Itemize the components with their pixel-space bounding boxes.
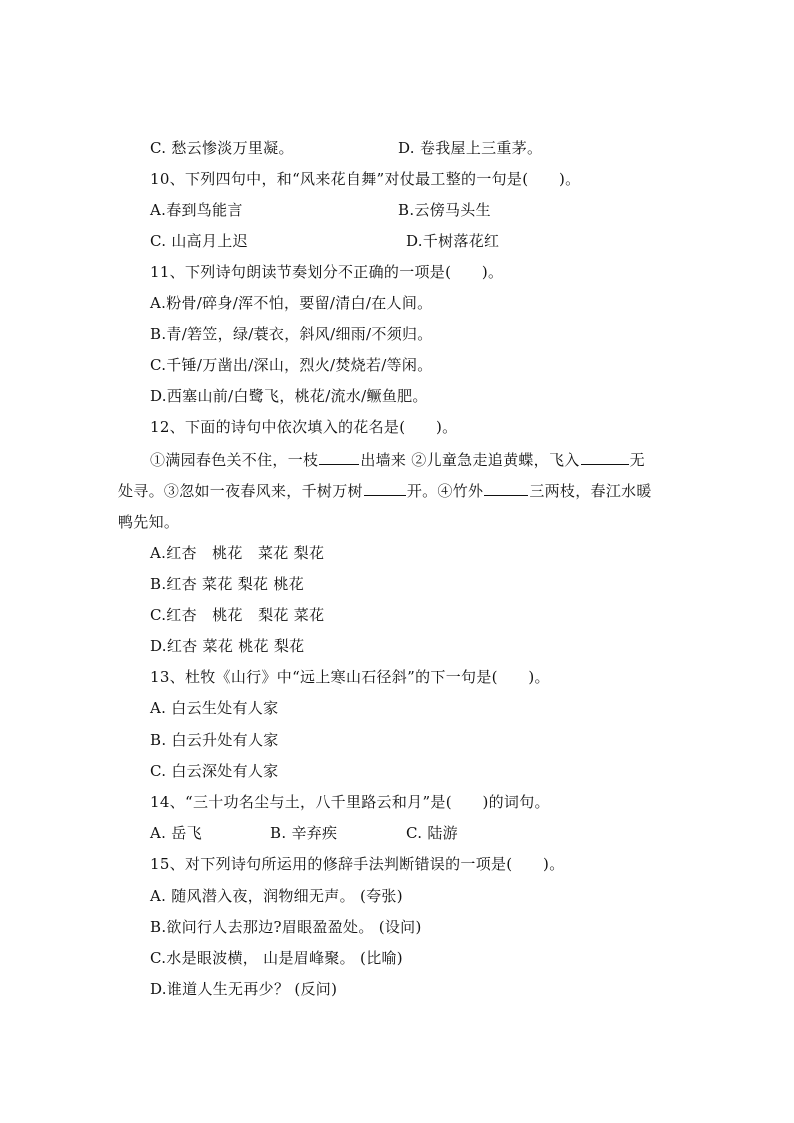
q11-option-b: B.青/箬笠，绿/蓑衣，斜风/细雨/不须归。 [150,325,433,343]
q12-option-b: B.红杏 菜花 梨花 桃花 [150,575,304,593]
q12-passage-line-3: 鸭先知。 [118,513,180,531]
q15-option-a: A. 随风潜入夜，润物细无声。 (夸张) [150,887,403,905]
q11-option-d: D.西塞山前/白鹭飞，桃花/流水/鳜鱼肥。 [150,387,428,405]
q12-line2-part-b: 开。④竹外 [406,482,484,500]
q10-option-d: D.千树落花红 [406,232,500,250]
q12-line1-part-a: ①满园春色关不住，一枝 [150,451,319,469]
q13-stem: 13、杜牧《山行》中“远上寒山石径斜”的下一句是( )。 [150,668,550,686]
q12-passage-line-2 [118,481,652,501]
q15-option-c: C.水是眼波横， 山是眉峰聚。 (比喻) [150,949,403,967]
q12-passage-line-1 [150,450,645,470]
q10-option-a: A.春到鸟能言 [150,201,243,219]
q11-option-c: C.千锤/万凿出/深山，烈火/焚烧若/等闲。 [150,356,433,374]
q13-option-c: C. 白云深处有人家 [150,762,279,780]
q15-option-b: B.欲问行人去那边?眉眼盈盈处。 (设问) [150,918,422,936]
fill-blank-1[interactable] [319,450,359,465]
q10-stem: 10、下列四句中，和“风来花自舞”对仗最工整的一句是( )。 [150,170,581,188]
q13-option-a: A. 白云生处有人家 [150,699,279,717]
q9-option-d: D. 卷我屋上三重茅。 [398,139,543,157]
fill-blank-3[interactable] [364,481,406,496]
q15-option-d: D.谁道人生无再少？ (反问) [150,980,338,998]
fill-blank-4[interactable] [484,481,528,496]
q13-option-b: B. 白云升处有人家 [150,731,279,749]
q12-line1-part-c: 无 [629,451,645,469]
q12-stem: 12、下面的诗句中依次填入的花名是( )。 [150,418,458,436]
q12-line2-part-c: 三两枝，春江水暖 [529,482,652,500]
q14-option-a: A. 岳飞 [150,824,202,842]
q12-option-d: D.红杏 菜花 桃花 梨花 [150,637,305,655]
q11-option-a: A.粉骨/碎身/浑不怕，要留/清白/在人间。 [150,294,433,312]
q14-option-b: B. 辛弃疾 [270,824,338,842]
q14-option-c: C. 陆游 [406,824,458,842]
q15-stem: 15、对下列诗句所运用的修辞手法判断错误的一项是( )。 [150,855,565,873]
q10-option-b: B.云傍马头生 [398,201,491,219]
q12-line2-part-a: 处寻。③忽如一夜春风来，千树万树 [118,482,363,500]
q11-stem: 11、下列诗句朗读节奏划分不正确的一项是( )。 [150,263,504,281]
q14-stem: 14、“三十功名尘与土，八千里路云和月”是( )的词句。 [150,793,550,811]
q10-option-c: C. 山高月上迟 [150,232,248,250]
q12-option-a: A.红杏 桃花 菜花 梨花 [150,544,325,562]
q12-option-c: C.红杏 桃花 梨花 菜花 [150,606,325,624]
fill-blank-2[interactable] [581,450,629,465]
q9-option-c: C. 愁云惨淡万里凝。 [150,139,294,157]
q12-line1-part-b: 出墙来 ②儿童急走追黄蝶，飞入 [360,451,580,469]
